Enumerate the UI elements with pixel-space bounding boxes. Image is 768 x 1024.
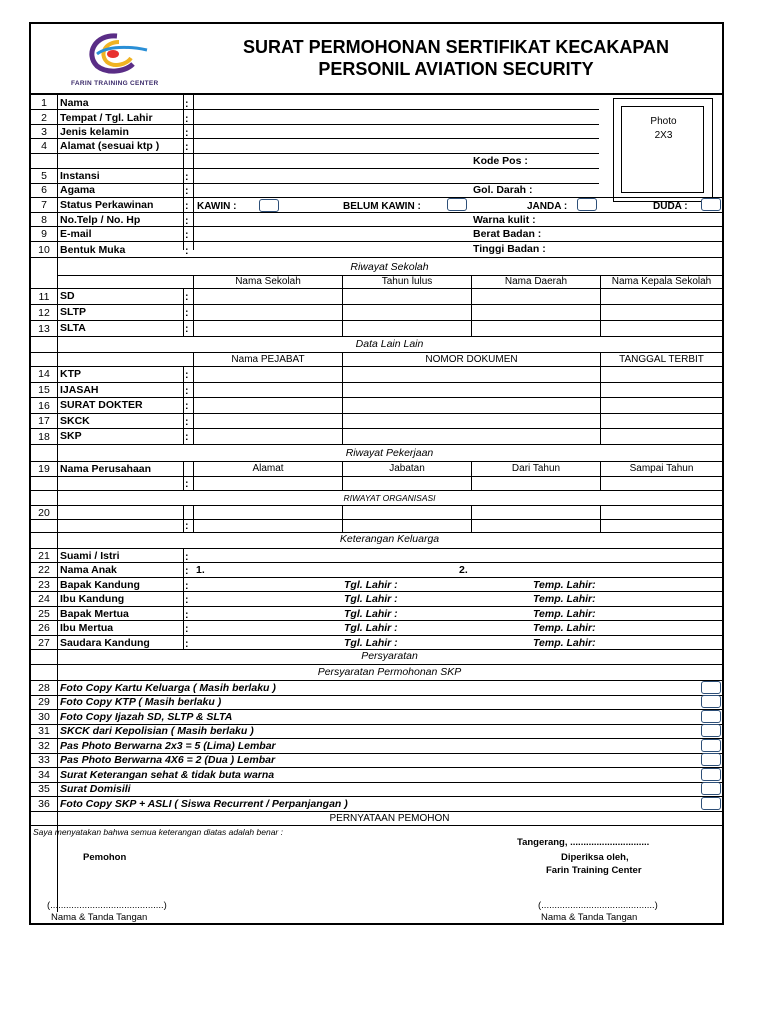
input-nama[interactable] [195,96,595,109]
diperiksa-label: Diperiksa oleh, [561,852,629,863]
label-temp-lahir: Temp. Lahir: [533,593,596,605]
row-number: 32 [38,740,50,752]
logo-text: FARIN TRAINING CENTER [71,80,159,87]
section-persyaratan: Persyaratan [361,650,418,662]
form-title-line1: SURAT PERMOHONAN SERTIFIKAT KECAKAPAN [243,37,669,57]
row-number: 21 [38,550,50,562]
section-pernyataan-pemohon: PERNYATAAN PEMOHON [329,813,450,824]
row-number: 7 [41,199,47,211]
row-number: 36 [38,798,50,810]
label-temp-lahir: Temp. Lahir: [533,637,596,649]
label-bentuk-muka: Bentuk Muka [60,244,126,256]
req-skp-asli: Foto Copy SKP + ASLI ( Siswa Recurrent / Perpanjangan ) [60,798,348,810]
req-kartu-keluarga: Foto Copy Kartu Keluarga ( Masih berlaku ) [60,682,276,694]
signature-caption-right: Nama & Tanda Tangan [541,912,638,923]
colon: : [185,245,189,257]
input-alamat[interactable] [195,140,595,168]
label-bapak-kandung: Bapak Kandung [60,579,140,591]
signature-line-left[interactable]: (...........................................) [47,900,167,911]
label-saudara-kandung: Saudara Kandung [60,637,150,649]
janda-checkbox[interactable] [577,198,597,211]
label-bapak-mertua: Bapak Mertua [60,608,129,620]
input-tempat-tgl-lahir[interactable] [195,111,595,124]
form-title-line2: PERSONIL AVIATION SECURITY [318,59,594,79]
label-tinggi-badan: Tinggi Badan : [473,243,546,255]
label-ijasah: IJASAH [60,384,99,396]
label-tgl-lahir: Tgl. Lahir : [344,579,398,591]
colon: : [185,229,189,241]
req-pas-photo-4x6: Pas Photo Berwarna 4X6 = 2 (Dua ) Lembar [60,754,276,766]
duda-checkbox[interactable] [701,198,721,211]
section-riwayat-sekolah: Riwayat Sekolah [350,261,429,273]
req-pas-photo-2x3: Pas Photo Berwarna 2x3 = 5 (Lima) Lembar [60,740,276,752]
req-surat-sehat: Surat Keterangan sehat & tidak buta warna [60,769,275,781]
label-warna-kulit: Warna kulit : [473,214,536,226]
req-checkbox[interactable] [701,724,721,737]
label-tgl-lahir: Tgl. Lahir : [344,637,398,649]
header-nama-perusahaan: Nama Perusahaan [60,463,152,475]
req-ijazah: Foto Copy Ijazah SD, SLTP & SLTA [60,711,233,723]
row-number: 34 [38,769,50,781]
label-sd: SD [60,290,75,302]
signature-line-right[interactable]: (...........................................) [538,900,658,911]
label-slta: SLTA [60,322,86,334]
label-tgl-lahir: Tgl. Lahir : [344,593,398,605]
header-alamat: Alamat [252,463,284,474]
colon: : [185,291,189,303]
row-number: 27 [38,637,50,649]
colon: : [185,185,189,197]
belum-kawin-checkbox[interactable] [447,198,467,211]
label-tempat-tgl-lahir: Tempat / Tgl. Lahir [60,112,153,124]
label-berat-badan: Berat Badan : [473,228,542,240]
pemohon-label: Pemohon [83,852,127,863]
colon: : [185,478,189,490]
input-warna-kulit[interactable] [551,213,711,226]
header-nomor-dokumen: NOMOR DOKUMEN [425,354,518,365]
label-janda: JANDA : [527,201,568,212]
colon: : [185,127,189,139]
label-skp: SKP [60,430,82,442]
label-alamat: Alamat (sesuai ktp ) [60,140,160,152]
row-number: 29 [38,696,50,708]
input-no-telp[interactable] [195,213,465,226]
company-label: Farin Training Center [546,865,642,876]
colon: : [185,200,189,212]
label-kode-pos: Kode Pos : [473,155,528,167]
colon: : [185,431,189,443]
colon: : [185,416,189,428]
input-instansi[interactable] [195,170,595,183]
req-checkbox[interactable] [701,782,721,795]
label-ibu-kandung: Ibu Kandung [60,593,125,605]
photo-box[interactable] [613,98,713,202]
req-checkbox[interactable] [701,753,721,766]
colon: : [185,400,189,412]
colon: : [185,141,189,153]
row-number: 31 [38,725,50,737]
row-number: 33 [38,754,50,766]
label-kawin: KAWIN : [197,201,237,212]
row-number: 9 [41,228,47,240]
section-riwayat-pekerjaan: Riwayat Pekerjaan [345,447,434,459]
header-dari-tahun: Dari Tahun [511,463,561,474]
company-logo [67,28,177,90]
colon: : [185,594,189,606]
label-duda: DUDA : [653,201,688,212]
row-number: 1 [41,97,47,109]
colon: : [185,98,189,110]
colon: : [185,307,189,319]
row-number: 12 [38,307,50,319]
label-sltp: SLTP [60,306,87,318]
photo-label: Photo [650,116,677,127]
row-number: 14 [38,368,50,380]
colon: : [185,215,189,227]
req-checkbox[interactable] [701,797,721,810]
label-suami-istri: Suami / Istri [60,550,120,562]
label-jenis-kelamin: Jenis kelamin [60,126,129,138]
colon: : [185,520,189,532]
section-keterangan-keluarga: Keterangan Keluarga [339,533,440,545]
req-surat-domisili: Surat Domisili [60,783,131,795]
label-belum-kawin: BELUM KAWIN : [343,201,421,212]
label-email: E-mail [60,228,92,240]
row-number: 24 [38,593,50,605]
label-skck: SKCK [60,415,90,427]
req-checkbox[interactable] [701,710,721,723]
colon: : [185,580,189,592]
section-riwayat-organisasi: RIWAYAT ORGANISASI [343,493,436,503]
row-number: 18 [38,431,50,443]
req-checkbox[interactable] [701,739,721,752]
colon: : [185,385,189,397]
colon: : [185,609,189,621]
label-agama: Agama [60,184,96,196]
row-number: 22 [38,564,50,576]
label-status-perkawinan: Status Perkawinan [60,199,154,211]
header-tanggal-terbit: TANGGAL TERBIT [619,354,704,365]
child-1-marker: 1. [196,564,205,576]
header-nama-sekolah: Nama Sekolah [235,276,301,287]
req-skck: SKCK dari Kepolisian ( Masih berlaku ) [60,725,254,737]
row-number: 13 [38,323,50,335]
colon: : [185,113,189,125]
row-number: 26 [38,622,50,634]
header-tahun-lulus: Tahun lulus [381,276,433,287]
req-checkbox[interactable] [701,768,721,781]
row-number: 17 [38,415,50,427]
row-number: 35 [38,783,50,795]
label-tgl-lahir: Tgl. Lahir : [344,608,398,620]
colon: : [185,638,189,650]
header-nama-pejabat: Nama PEJABAT [231,354,305,365]
row-number: 25 [38,608,50,620]
label-temp-lahir: Temp. Lahir: [533,608,596,620]
row-number: 11 [38,291,50,303]
child-2-marker: 2. [459,564,468,576]
label-temp-lahir: Temp. Lahir: [533,622,596,634]
colon: : [185,171,189,183]
label-ibu-mertua: Ibu Mertua [60,622,114,634]
colon: : [185,623,189,635]
input-tinggi-badan[interactable] [551,242,711,255]
signature-caption-left: Nama & Tanda Tangan [51,912,148,923]
row-number: 6 [41,184,47,196]
row-number: 30 [38,711,50,723]
label-gol-darah: Gol. Darah : [473,184,533,196]
colon: : [185,369,189,381]
label-tgl-lahir: Tgl. Lahir : [344,622,398,634]
kawin-checkbox[interactable] [259,199,279,212]
row-number: 28 [38,682,50,694]
label-nama-anak: Nama Anak [60,564,117,576]
row-number: 23 [38,579,50,591]
input-berat-badan[interactable] [551,227,711,240]
input-agama[interactable] [195,184,465,197]
row-number: 19 [38,463,50,475]
req-checkbox[interactable] [701,681,721,694]
statement-text: Saya menyatakan bahwa semua keterangan diatas adalah benar : [33,827,283,837]
input-bentuk-muka[interactable] [195,243,465,256]
req-ktp: Foto Copy KTP ( Masih berlaku ) [60,696,222,708]
req-checkbox[interactable] [701,695,721,708]
row-number: 3 [41,126,47,138]
label-surat-dokter: SURAT DOKTER [60,399,143,411]
row-number: 20 [38,507,50,519]
row-number: 2 [41,112,47,124]
header-nama-kepala-sekolah: Nama Kepala Sekolah [611,276,712,287]
header-nama-daerah: Nama Daerah [504,276,568,287]
row-number: 5 [41,170,47,182]
section-persyaratan-skp: Persyaratan Permohonan SKP [317,666,462,678]
label-instansi: Instansi [60,170,100,182]
header-sampai-tahun: Sampai Tahun [629,463,694,474]
label-nama: Nama [60,97,89,109]
label-ktp: KTP [60,368,81,380]
input-gol-darah[interactable] [549,184,599,197]
row-number: 15 [38,384,50,396]
row-number: 4 [41,140,47,152]
section-data-lain-lain: Data Lain Lain [355,338,424,350]
colon: : [185,551,189,563]
row-number: 8 [41,214,47,226]
row-number: 16 [38,400,50,412]
row-number: 10 [38,244,50,256]
label-temp-lahir: Temp. Lahir: [533,579,596,591]
photo-size-label: 2X3 [654,130,673,141]
colon: : [185,565,189,577]
input-kode-pos[interactable] [541,155,597,168]
place-date: Tangerang, .............................. [517,837,650,848]
header-jabatan: Jabatan [389,463,425,474]
input-jenis-kelamin[interactable] [195,125,595,138]
colon: : [185,323,189,335]
application-form [29,22,724,925]
input-email[interactable] [195,227,465,240]
label-no-telp: No.Telp / No. Hp [60,214,141,226]
